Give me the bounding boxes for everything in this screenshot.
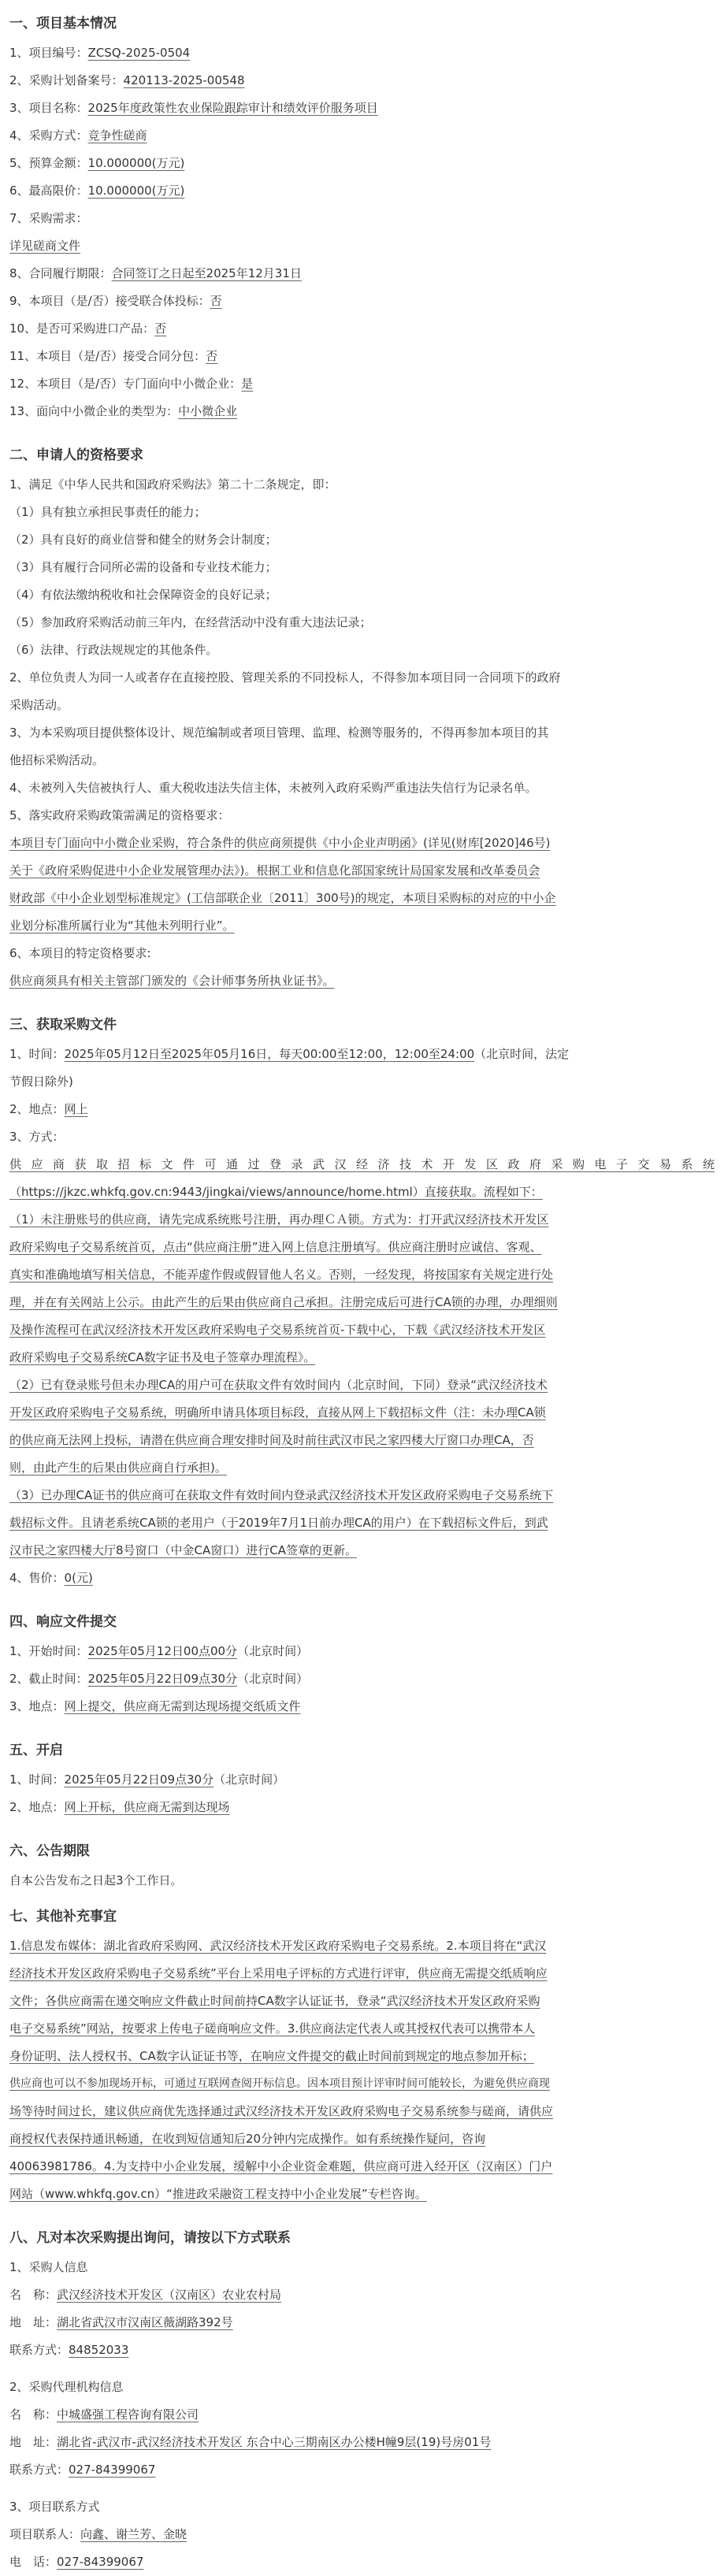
method-line: 政府采购电子交易系统CA数字证书及电子签章办理流程》。 <box>9 1350 316 1364</box>
qualification-item: 3、为本采购项目提供整体设计、规范编制或者项目管理、监理、检测等服务的，不得再参加本项目的其 <box>9 726 549 740</box>
sme-row <box>9 370 715 398</box>
obtain-time-row <box>9 1041 715 1068</box>
row-label: 1、开始时间： <box>9 1644 88 1658</box>
row-label: 2、地点： <box>9 1102 65 1116</box>
section-obtain-documents <box>9 1009 715 1592</box>
qualification-subitem: （1）具有独立承担民事责任的能力； <box>9 505 206 519</box>
row-label: 10、是否可采购进口产品： <box>9 321 155 336</box>
budget-value: 10.000000(万元) <box>87 156 185 170</box>
section-title: 四、响应文件提交 <box>9 1614 117 1630</box>
deadline-row <box>9 1665 715 1693</box>
qualification-item: 6、本项目的特定资格要求: <box>9 946 151 960</box>
other-matters-line: 供应商也可以不参加现场开标，可通过互联网查阅开标信息。因本项目预计评审时间可能较长，为避免供应商现 <box>9 2077 550 2090</box>
procurement-method-row <box>9 122 715 150</box>
subcontract-row <box>9 343 715 370</box>
section-title: 一、项目基本情况 <box>9 16 117 32</box>
agency-name-row <box>9 2401 715 2429</box>
policy-requirement-line: 业划分标准所属行业为“其他未列明行业”。 <box>9 919 235 933</box>
other-matters-line: 4006398178​6。4.为支持中小企业发展，缓解中小企业资金难题，供应商可进入经开区（汉南区）门户 <box>9 2159 553 2173</box>
row-label: 2、截止时间： <box>9 1672 88 1686</box>
section-basic-info <box>9 8 715 425</box>
row-label: 电 话： <box>9 2555 58 2569</box>
max-price-row <box>9 177 715 205</box>
opening-place-value: 网上开标，供应商无需到达现场 <box>64 1800 230 1814</box>
method-line: （3）已办理CA证书的供应商可在获取文件有效时间内登录武汉经济技术开发区政府采购电子交易系统下 <box>9 1488 554 1502</box>
section-other-matters <box>9 1901 715 2208</box>
policy-requirement-line: 本项目专门面向中小微企业采购，符合条件的供应商须提供《中小企业声明函》(详见(财库[2020]46号) <box>9 836 551 850</box>
row-label: 2、地点： <box>9 1800 65 1814</box>
project-number-value: ZCSQ-2025-0504 <box>87 46 191 60</box>
method-line: 真实和准确地填写相关信息，不能弄虚作假或假冒他人名义。否则，一经发现，将按国家有关规定进行处 <box>9 1268 554 1282</box>
project-name-value: 2025年度政策性农业保险跟踪审计和绩效评价服务项目 <box>87 101 378 115</box>
policy-requirement-line: 关于《政府采购促进中小企业发展管理办法》)。根据工业和信息化部国家统计局国家发展和改革委员会 <box>9 863 540 878</box>
method-url-line[interactable]: （https://jkzc.whkfq.gov.cn:9443/jingkai/views/announce/home.html）直接获取。流程如下： <box>9 1185 543 1199</box>
section-title: 六、公告期限 <box>9 1843 90 1859</box>
row-label: 联系方式： <box>9 2463 69 2477</box>
purchaser-address-row <box>9 2309 715 2337</box>
other-matters-line: 场等待时间过长，建议供应商优先选择通过武汉经济技术开发区政府采购电子交易系统参与磋商，请供应 <box>9 2104 554 2118</box>
contact-group-title: 1、采购人信息 <box>9 2260 88 2274</box>
qualification-subitem: （6）法律、行政法规规定的其他条件。 <box>9 643 218 657</box>
notice-period-text: 自本公告发布之日起3个工作日。 <box>9 1873 183 1887</box>
other-matters-line: 1.信息发布媒体：湖北省政府采购网、武汉经济技术开发区政府采购电子交易系统。2.本项目将在“武汉 <box>9 1939 547 1953</box>
opening-time-value: 2025年05月22日09点30分 <box>64 1772 214 1787</box>
other-matters-line: 经济技术开发区政府采购电子交易系统”平台上采用电子评标的方式进行评审，供应商无需提交纸质响应 <box>9 1966 548 1980</box>
row-label: 3、项目名称： <box>9 101 88 115</box>
method-line: 的供应商无法网上投标，请潜在供应商合理安排时间及时前往武汉市民之家四楼大厅窗口办理CA，否 <box>9 1433 534 1447</box>
requirements-row <box>9 205 715 232</box>
sme-value: 是 <box>241 377 254 391</box>
contact-group-title: 2、采购代理机构信息 <box>9 2380 124 2394</box>
price-row <box>9 1565 715 1592</box>
row-label: 联系方式： <box>9 2343 69 2357</box>
qualification-item: 2、单位负责人为同一人或者存在直接控股、管理关系的不同投标人，不得参加本项目同一合同项下的政府 <box>9 670 561 685</box>
sme-type-value: 中小微企业 <box>178 404 238 418</box>
method-line: 供应商获取招标文件可通过登录武汉经济技术开发区政府采购电子交易系统 <box>9 1157 715 1171</box>
project-phone-value: 027-84399067 <box>57 2555 144 2569</box>
row-label: 项目联系人： <box>9 2527 81 2541</box>
method-line: （2）已有登录账号但未办理CA的用户可在获取文件有效时间内（北京时间，下同）登录“武汉经济技术 <box>9 1378 548 1392</box>
method-line: 政府采购电子交易系统首页，点击“供应商注册”进入网上信息注册填写。供应商注册时应诚信、客观、 <box>9 1240 542 1254</box>
qualification-item-cont: 采购活动。 <box>9 698 69 712</box>
row-label: 3、地点： <box>9 1699 65 1713</box>
section-title: 三、获取采购文件 <box>9 1017 117 1033</box>
submission-place-value: 网上提交，供应商无需到达现场提交纸质文件 <box>64 1699 301 1713</box>
obtain-time-suffix: （北京时间，法定 <box>474 1047 570 1061</box>
agency-address-row <box>9 2429 715 2456</box>
qualification-item: 1、满足《中华人民共和国政府采购法》第二十二条规定，即： <box>9 477 336 492</box>
obtain-time-value: 2025年05月12日至2025年05月16日，每天00:00至12:00，12:00至24:00 <box>64 1047 475 1061</box>
qualification-subitem: （3）具有履行合同所必需的设备和专业技术能力； <box>9 560 277 574</box>
requirements-value: 详见磋商文件 <box>9 239 81 253</box>
section-contact <box>9 2222 715 2576</box>
method-line: （1）未注册账号的供应商，请先完成系统账号注册，再办理ＣＡ锁。方式为：打开武汉经济技术开发区 <box>9 1212 549 1227</box>
row-label: 地 址： <box>9 2435 58 2449</box>
price-value: 0(元) <box>64 1571 93 1585</box>
timezone-note: （北京时间） <box>237 1644 309 1658</box>
timezone-note: （北京时间） <box>213 1772 285 1787</box>
row-label: 名 称： <box>9 2407 58 2422</box>
row-label: 9、本项目（是/否）接受联合体投标： <box>9 294 210 308</box>
row-label: 1、时间： <box>9 1047 65 1061</box>
opening-time-row <box>9 1766 715 1794</box>
contact-group-title: 3、项目联系方式 <box>9 2500 100 2514</box>
agency-name-value: 中城盛强工程咨询有限公司 <box>57 2407 199 2422</box>
obtain-time-cont: 节假日除外) <box>9 1075 73 1089</box>
row-label: 2、采购计划备案号： <box>9 73 124 87</box>
row-label: 7、采购需求： <box>9 211 88 225</box>
project-name-row <box>9 95 715 122</box>
row-label: 4、售价： <box>9 1571 65 1585</box>
section-title: 五、开启 <box>9 1743 63 1758</box>
row-label: 11、本项目（是/否）接受合同分包： <box>9 349 206 363</box>
opening-place-row <box>9 1794 715 1821</box>
other-matters-link-line[interactable]: 网站（www.whkfq.gov.cn）“推进政采融资工程支持中小企业发展”专栏咨询。 <box>9 2187 427 2201</box>
obtain-method-row <box>9 1123 715 1151</box>
agency-phone-row <box>9 2456 715 2484</box>
method-line: 开发区政府采购电子交易系统，明确所申请具体项目标段，直接从网上下载招标文件（注：未办理CA锁 <box>9 1405 546 1420</box>
agency-phone-value: 027-84399067 <box>69 2463 156 2477</box>
qualification-subitem: （2）具有良好的商业信誉和健全的财务会计制度； <box>9 533 277 547</box>
row-label: 1、项目编号： <box>9 46 88 60</box>
start-time-value: 2025年05月12日00点00分 <box>87 1644 238 1658</box>
row-label: 1、时间： <box>9 1772 65 1787</box>
method-line: 及操作流程可在武汉经济技术开发区政府采购电子交易系统首页-下载中心，下载《武汉经济技术开发区 <box>9 1323 546 1337</box>
section-title: 七、其他补充事宜 <box>9 1909 117 1925</box>
start-time-row <box>9 1638 715 1665</box>
row-label: 13、面向中小微企业的类型为： <box>9 404 179 418</box>
purchaser-phone-row <box>9 2337 715 2364</box>
plan-number-row <box>9 67 715 95</box>
row-label: 6、最高限价： <box>9 184 88 198</box>
project-phone-row <box>9 2548 715 2576</box>
obtain-place-value: 网上 <box>64 1102 88 1116</box>
section-submission <box>9 1606 715 1720</box>
project-number-row <box>9 39 715 67</box>
qualification-item: 5、落实政府采购政策需满足的资格要求： <box>9 808 230 822</box>
qualification-item: 4、未被列入失信被执行人、重大税收违法失信主体，未被列入政府采购严重违法失信行为记录名单。 <box>9 781 537 795</box>
row-label: 12、本项目（是/否）专门面向中小微企业： <box>9 377 242 391</box>
project-contact-value: 向鑫、谢兰芳、金晓 <box>80 2527 187 2541</box>
method-line: 理，并在有关网站上公示。由此产生的后果由供应商自己承担。注册完成后可进行CA锁的办理，办理细则 <box>9 1295 558 1309</box>
method-line: 载招标文件。且请老系统CA锁的老用户（于2019年7月1日前办理CA的用户）在下载招标文件后，到武 <box>9 1516 548 1530</box>
agency-address-value: 湖北省-武汉市-武汉经济技术开发区 东合中心三期南区办公楼H幢9层(19)号房01号 <box>57 2435 492 2449</box>
section-opening <box>9 1735 715 1821</box>
plan-number-value: 420113-2025-00548 <box>123 73 245 87</box>
import-row <box>9 315 715 343</box>
policy-requirement-line: 财政部《中小企业划型标准规定》(工信部联企业〔2011〕300号)的规定，本项目采购标的对应的中小企 <box>9 891 556 905</box>
contract-period-row <box>9 260 715 288</box>
other-matters-line: 身份证明、法人授权书、CA数字认证证书等，在响应文件提交的截止时间前到规定的地点参加开标； <box>9 2049 534 2063</box>
section-qualifications <box>9 440 715 995</box>
section-notice-period <box>9 1835 715 1895</box>
other-matters-line: 文件；各供应商需在递交响应文件截止时间前持CA数字认证证书，登录“武汉经济技术开发区政府采购 <box>9 1994 540 2008</box>
row-label: 4、采购方式： <box>9 128 88 143</box>
qualification-item-cont: 他招标采购活动。 <box>9 753 105 767</box>
row-label: 地 址： <box>9 2315 58 2329</box>
max-price-value: 10.000000(万元) <box>87 184 185 198</box>
purchaser-name-value: 武汉经济技术开发区（汉南区）农业农村局 <box>57 2288 282 2302</box>
submission-place-row <box>9 1693 715 1720</box>
procurement-method-value: 竞争性磋商 <box>87 128 147 143</box>
method-line: 则，由此产生的后果由供应商自行承担)。 <box>9 1461 227 1475</box>
specific-requirement-line: 供应商须具有相关主管部门颁发的《会计师事务所执业证书》。 <box>9 974 335 988</box>
other-matters-line: 商授权代表保持通讯畅通，在收到短信通知后20分钟内完成操作。如有系统操作疑问，咨询 <box>9 2132 486 2146</box>
section-title: 二、申请人的资格要求 <box>9 447 143 463</box>
row-label: 8、合同履行期限： <box>9 266 112 280</box>
timezone-note: （北京时间） <box>237 1672 309 1686</box>
purchaser-address-value: 湖北省武汉市汉南区薇湖路392号 <box>57 2315 233 2329</box>
row-label: 3、方式： <box>9 1130 65 1144</box>
deadline-value: 2025年05月22日09点30分 <box>87 1672 238 1686</box>
row-label: 名 称： <box>9 2288 58 2302</box>
consortium-value: 否 <box>210 294 222 308</box>
method-line: 汉市民之家四楼大厅8号窗口（中金CA窗口）进行CA签章的更新。 <box>9 1543 358 1557</box>
purchaser-phone-value: 84852033 <box>69 2343 129 2357</box>
qualification-subitem: （5）参加政府采购活动前三年内，在经营活动中没有重大违法记录； <box>9 615 372 629</box>
requirements-value-row <box>9 232 715 260</box>
project-contact-row <box>9 2521 715 2548</box>
row-label: 5、预算金额： <box>9 156 88 170</box>
qualification-subitem: （4）有依法缴纳税收和社会保障资金的良好记录； <box>9 588 277 602</box>
consortium-row <box>9 288 715 315</box>
sme-type-row <box>9 398 715 425</box>
import-value: 否 <box>154 321 167 336</box>
contract-period-value: 合同签订之日起至2025年12月31日 <box>111 266 302 280</box>
other-matters-line: 电子交易系统”网站，按要求上传电子磋商响应文件。3.供应商法定代表人或其授权代表可以携带本人 <box>9 2021 536 2036</box>
subcontract-value: 否 <box>206 349 218 363</box>
purchaser-name-row <box>9 2281 715 2309</box>
section-title: 八、凡对本次采购提出询问，请按以下方式联系 <box>9 2230 291 2246</box>
obtain-place-row <box>9 1096 715 1123</box>
budget-row <box>9 150 715 177</box>
